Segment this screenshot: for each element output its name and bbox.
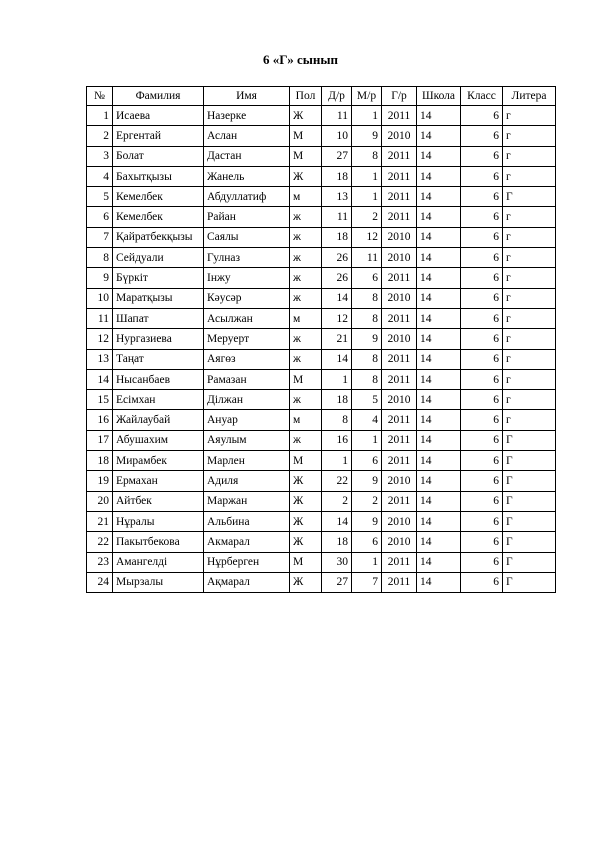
school-cell: 14 [417,126,461,146]
name-cell: Асылжан [204,308,290,328]
birth-month-cell: 9 [352,126,382,146]
birth-year-cell: 2011 [382,572,417,592]
sex-cell: ж [290,430,322,450]
name-cell: Аяулым [204,430,290,450]
grade-cell: 6 [461,187,503,207]
name-cell: Адиля [204,471,290,491]
row-number: 14 [87,369,113,389]
row-number: 4 [87,166,113,186]
birth-day-cell: 1 [322,451,352,471]
birth-day-cell: 27 [322,572,352,592]
sex-cell: ж [290,207,322,227]
school-cell: 14 [417,532,461,552]
surname-cell: Нұралы [113,511,204,531]
header-surname: Фамилия [113,87,204,106]
surname-cell: Болат [113,146,204,166]
birth-year-cell: 2011 [382,308,417,328]
birth-day-cell: 30 [322,552,352,572]
grade-cell: 6 [461,552,503,572]
school-cell: 14 [417,166,461,186]
birth-year-cell: 2011 [382,187,417,207]
grade-cell: 6 [461,349,503,369]
surname-cell: Таңат [113,349,204,369]
grade-cell: 6 [461,166,503,186]
surname-cell: Мырзалы [113,572,204,592]
birth-year-cell: 2010 [382,227,417,247]
name-cell: Ақмарал [204,572,290,592]
sex-cell: Ж [290,572,322,592]
name-cell: Альбина [204,511,290,531]
sex-cell: Ж [290,166,322,186]
birth-day-cell: 16 [322,430,352,450]
birth-month-cell: 2 [352,491,382,511]
birth-month-cell: 12 [352,227,382,247]
sex-cell: Ж [290,471,322,491]
school-cell: 14 [417,572,461,592]
surname-cell: Бүркіт [113,268,204,288]
school-cell: 14 [417,308,461,328]
surname-cell: Исаева [113,106,204,126]
letter-cell: г [503,146,556,166]
letter-cell: г [503,126,556,146]
row-number: 16 [87,410,113,430]
name-cell: Акмарал [204,532,290,552]
table-row [87,430,556,450]
table-row [87,166,556,186]
name-cell: Аслан [204,126,290,146]
birth-day-cell: 18 [322,227,352,247]
name-cell: Назерке [204,106,290,126]
letter-cell: г [503,106,556,126]
header-letter: Литера [503,87,556,106]
letter-cell: г [503,369,556,389]
row-number: 13 [87,349,113,369]
birth-day-cell: 10 [322,126,352,146]
birth-year-cell: 2011 [382,552,417,572]
grade-cell: 6 [461,471,503,491]
row-number: 18 [87,451,113,471]
birth-month-cell: 6 [352,532,382,552]
birth-day-cell: 27 [322,146,352,166]
sex-cell: ж [290,288,322,308]
birth-day-cell: 13 [322,187,352,207]
grade-cell: 6 [461,146,503,166]
letter-cell: г [503,166,556,186]
birth-day-cell: 11 [322,106,352,126]
surname-cell: Есімхан [113,390,204,410]
surname-cell: Шапат [113,308,204,328]
sex-cell: ж [290,248,322,268]
birth-year-cell: 2011 [382,369,417,389]
school-cell: 14 [417,491,461,511]
name-cell: Меруерт [204,329,290,349]
row-number: 1 [87,106,113,126]
name-cell: Рамазан [204,369,290,389]
letter-cell: г [503,308,556,328]
birth-year-cell: 2011 [382,207,417,227]
surname-cell: Маратқызы [113,288,204,308]
birth-month-cell: 7 [352,572,382,592]
letter-cell: г [503,410,556,430]
name-cell: Маржан [204,491,290,511]
birth-month-cell: 9 [352,329,382,349]
grade-cell: 6 [461,430,503,450]
table-row [87,532,556,552]
table-row [87,572,556,592]
name-cell: Гулназ [204,248,290,268]
table-row [87,471,556,491]
school-cell: 14 [417,207,461,227]
surname-cell: Абушахим [113,430,204,450]
sex-cell: м [290,308,322,328]
letter-cell: г [503,268,556,288]
grade-cell: 6 [461,288,503,308]
class-roster-table [86,86,556,593]
birth-month-cell: 1 [352,187,382,207]
birth-day-cell: 22 [322,471,352,491]
row-number: 23 [87,552,113,572]
birth-year-cell: 2010 [382,390,417,410]
header-birth-year: Г/р [382,87,417,106]
surname-cell: Кемелбек [113,207,204,227]
header-school: Школа [417,87,461,106]
birth-month-cell: 2 [352,207,382,227]
grade-cell: 6 [461,390,503,410]
name-cell: Райан [204,207,290,227]
letter-cell: г [503,349,556,369]
birth-month-cell: 11 [352,248,382,268]
birth-month-cell: 9 [352,511,382,531]
birth-month-cell: 9 [352,471,382,491]
row-number: 6 [87,207,113,227]
name-cell: Ділжан [204,390,290,410]
letter-cell: г [503,227,556,247]
row-number: 12 [87,329,113,349]
letter-cell: Г [503,471,556,491]
name-cell: Марлен [204,451,290,471]
letter-cell: Г [503,572,556,592]
name-cell: Абдуллатиф [204,187,290,207]
birth-day-cell: 21 [322,329,352,349]
table-row [87,288,556,308]
table-row [87,552,556,572]
birth-day-cell: 18 [322,390,352,410]
row-number: 19 [87,471,113,491]
table-row [87,268,556,288]
letter-cell: г [503,207,556,227]
surname-cell: Нургазиева [113,329,204,349]
row-number: 2 [87,126,113,146]
sex-cell: м [290,187,322,207]
surname-cell: Бахытқызы [113,166,204,186]
birth-day-cell: 26 [322,268,352,288]
birth-day-cell: 1 [322,369,352,389]
birth-month-cell: 1 [352,166,382,186]
surname-cell: Ергентай [113,126,204,146]
birth-year-cell: 2010 [382,471,417,491]
letter-cell: г [503,288,556,308]
surname-cell: Қайратбекқызы [113,227,204,247]
sex-cell: Ж [290,511,322,531]
row-number: 9 [87,268,113,288]
table-row [87,329,556,349]
table-header-row [87,87,556,106]
sex-cell: ж [290,349,322,369]
surname-cell: Ермахан [113,471,204,491]
letter-cell: г [503,390,556,410]
birth-day-cell: 11 [322,207,352,227]
table-row [87,369,556,389]
row-number: 22 [87,532,113,552]
birth-day-cell: 26 [322,248,352,268]
birth-month-cell: 4 [352,410,382,430]
school-cell: 14 [417,471,461,491]
name-cell: Кәусәр [204,288,290,308]
page-title: 6 «Г» сынып [263,52,338,67]
grade-cell: 6 [461,410,503,430]
name-cell: Ануар [204,410,290,430]
table-row [87,207,556,227]
birth-year-cell: 2010 [382,126,417,146]
sex-cell: М [290,369,322,389]
header-birth-day: Д/р [322,87,352,106]
table-row [87,187,556,207]
birth-month-cell: 1 [352,552,382,572]
birth-day-cell: 2 [322,491,352,511]
birth-day-cell: 12 [322,308,352,328]
school-cell: 14 [417,106,461,126]
table-row [87,248,556,268]
sex-cell: ж [290,390,322,410]
row-number: 24 [87,572,113,592]
sex-cell: Ж [290,106,322,126]
surname-cell: Пакытбекова [113,532,204,552]
grade-cell: 6 [461,572,503,592]
row-number: 17 [87,430,113,450]
school-cell: 14 [417,552,461,572]
birth-year-cell: 2011 [382,106,417,126]
grade-cell: 6 [461,329,503,349]
sex-cell: ж [290,268,322,288]
name-cell: Аягөз [204,349,290,369]
table-row [87,511,556,531]
school-cell: 14 [417,390,461,410]
grade-cell: 6 [461,227,503,247]
birth-year-cell: 2010 [382,511,417,531]
letter-cell: г [503,248,556,268]
surname-cell: Кемелбек [113,187,204,207]
name-cell: Нұрберген [204,552,290,572]
sex-cell: М [290,146,322,166]
grade-cell: 6 [461,451,503,471]
name-cell: Саялы [204,227,290,247]
sex-cell: ж [290,227,322,247]
school-cell: 14 [417,511,461,531]
birth-day-cell: 18 [322,166,352,186]
school-cell: 14 [417,227,461,247]
sex-cell: Ж [290,491,322,511]
surname-cell: Айтбек [113,491,204,511]
birth-day-cell: 14 [322,288,352,308]
table-row [87,410,556,430]
birth-year-cell: 2011 [382,146,417,166]
letter-cell: Г [503,187,556,207]
grade-cell: 6 [461,308,503,328]
birth-year-cell: 2010 [382,329,417,349]
school-cell: 14 [417,288,461,308]
school-cell: 14 [417,187,461,207]
surname-cell: Жайлаубай [113,410,204,430]
birth-month-cell: 8 [352,308,382,328]
surname-cell: Амангелді [113,552,204,572]
birth-year-cell: 2011 [382,491,417,511]
table-row [87,390,556,410]
surname-cell: Нысанбаев [113,369,204,389]
school-cell: 14 [417,451,461,471]
row-number: 21 [87,511,113,531]
birth-month-cell: 8 [352,349,382,369]
row-number: 11 [87,308,113,328]
table-row [87,349,556,369]
school-cell: 14 [417,146,461,166]
birth-year-cell: 2011 [382,268,417,288]
name-cell: Дастан [204,146,290,166]
row-number: 3 [87,146,113,166]
letter-cell: Г [503,552,556,572]
birth-day-cell: 8 [322,410,352,430]
letter-cell: Г [503,491,556,511]
row-number: 20 [87,491,113,511]
letter-cell: г [503,329,556,349]
school-cell: 14 [417,410,461,430]
birth-month-cell: 8 [352,288,382,308]
birth-day-cell: 14 [322,511,352,531]
table-row [87,146,556,166]
birth-year-cell: 2011 [382,410,417,430]
birth-month-cell: 1 [352,430,382,450]
row-number: 5 [87,187,113,207]
grade-cell: 6 [461,268,503,288]
school-cell: 14 [417,329,461,349]
header-name: Имя [204,87,290,106]
table-row [87,308,556,328]
birth-year-cell: 2010 [382,532,417,552]
row-number: 15 [87,390,113,410]
school-cell: 14 [417,349,461,369]
sex-cell: Ж [290,532,322,552]
birth-month-cell: 1 [352,106,382,126]
birth-month-cell: 6 [352,451,382,471]
birth-month-cell: 8 [352,146,382,166]
name-cell: Жанель [204,166,290,186]
birth-month-cell: 5 [352,390,382,410]
sex-cell: М [290,126,322,146]
letter-cell: Г [503,430,556,450]
grade-cell: 6 [461,106,503,126]
header-sex: Пол [290,87,322,106]
surname-cell: Мирамбек [113,451,204,471]
school-cell: 14 [417,430,461,450]
sex-cell: ж [290,329,322,349]
sex-cell: М [290,552,322,572]
header-number: № [87,87,113,106]
header-birth-month: М/р [352,87,382,106]
table-row [87,451,556,471]
sex-cell: М [290,451,322,471]
birth-day-cell: 18 [322,532,352,552]
row-number: 8 [87,248,113,268]
row-number: 10 [87,288,113,308]
table-row [87,227,556,247]
birth-year-cell: 2010 [382,248,417,268]
table-row [87,106,556,126]
table-row [87,126,556,146]
birth-year-cell: 2011 [382,166,417,186]
birth-year-cell: 2011 [382,430,417,450]
table-body [87,106,556,593]
name-cell: Інжу [204,268,290,288]
grade-cell: 6 [461,207,503,227]
birth-year-cell: 2011 [382,349,417,369]
row-number: 7 [87,227,113,247]
header-grade: Класс [461,87,503,106]
school-cell: 14 [417,248,461,268]
school-cell: 14 [417,268,461,288]
grade-cell: 6 [461,491,503,511]
table-row [87,491,556,511]
surname-cell: Сейдуали [113,248,204,268]
grade-cell: 6 [461,126,503,146]
letter-cell: Г [503,511,556,531]
grade-cell: 6 [461,248,503,268]
letter-cell: Г [503,532,556,552]
grade-cell: 6 [461,532,503,552]
birth-day-cell: 14 [322,349,352,369]
letter-cell: Г [503,451,556,471]
grade-cell: 6 [461,369,503,389]
sex-cell: м [290,410,322,430]
birth-month-cell: 6 [352,268,382,288]
birth-month-cell: 8 [352,369,382,389]
school-cell: 14 [417,369,461,389]
grade-cell: 6 [461,511,503,531]
birth-year-cell: 2011 [382,451,417,471]
birth-year-cell: 2010 [382,288,417,308]
